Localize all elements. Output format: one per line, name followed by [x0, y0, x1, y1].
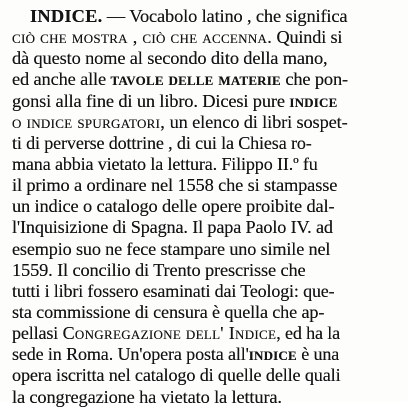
entry-text: un elenco di libri sospet-	[165, 111, 348, 132]
entry-line-5	[12, 91, 398, 112]
entry-smallcaps-text: ciò che mostra , ciò che accenna.	[12, 27, 273, 48]
entry-text: Quindi si	[272, 27, 343, 48]
entry-text: è una	[296, 344, 340, 365]
entry-text: sta commissione di censura è quella che ap-	[12, 301, 325, 322]
entry-line-6	[12, 112, 398, 133]
entry-line-9	[12, 175, 398, 196]
entry-text: un indice o catalogo delle opere proibite dal-	[12, 196, 335, 217]
entry-line-11	[12, 217, 398, 238]
entry-text: ti di perverse dottrine , di cui la Chiesa ro-	[12, 132, 312, 153]
entry-line-15	[12, 302, 398, 323]
entry-line-14	[12, 281, 398, 302]
entry-line-17	[12, 344, 398, 365]
entry-headword: INDICE.	[30, 6, 103, 26]
entry-text: esempio suo ne fece stampare uno simile nel	[12, 238, 331, 259]
entry-smallcaps-text: indice	[289, 90, 338, 111]
entry-text: opera iscritta nel catalogo di quelle delle quali	[12, 365, 341, 386]
entry-smallcaps-text: Congregazione dell' Indice	[62, 323, 277, 344]
entry-text: che pon-	[280, 69, 348, 90]
entry-line-10	[12, 196, 398, 217]
entry-text: l'Inquisizione di Spagna. Il papa Paolo IV. ad	[12, 217, 333, 238]
dictionary-entry-indice	[12, 6, 398, 408]
entry-line-8	[12, 154, 398, 175]
entry-line-2	[12, 27, 398, 48]
entry-line-12	[12, 239, 398, 260]
entry-text: dà questo nome al secondo dito della mano,	[12, 48, 328, 69]
entry-line-13	[12, 260, 398, 281]
entry-line-16	[12, 323, 398, 344]
entry-line-1	[12, 6, 398, 27]
entry-text: — Vocabolo latino , che significa	[102, 6, 348, 26]
entry-line-18	[12, 365, 398, 386]
entry-line-4	[12, 69, 398, 90]
entry-text: ed anche alle	[12, 69, 111, 90]
entry-line-7	[12, 133, 398, 154]
entry-text: , ed ha la	[276, 323, 341, 344]
entry-smallcaps-text: o indice spurgatori,	[12, 111, 166, 132]
entry-text: tutti i libri fossero esaminati dai Teologi: que-	[12, 280, 335, 301]
entry-text: gonsi alla fine di un libro. Dicesi pure	[12, 90, 290, 111]
entry-text: mana abbia vietato la lettura. Filippo II.º fu	[12, 153, 318, 174]
entry-smallcaps-text: tavole delle materie	[110, 69, 281, 90]
entry-smallcaps-text: indice	[248, 344, 297, 365]
entry-text: il primo a ordinare nel 1558 che si stampasse	[12, 175, 338, 196]
entry-text: la congregazione ha vietato la lettura.	[12, 386, 282, 407]
entry-text: sede in Roma. Un'opera posta all'	[12, 344, 249, 365]
entry-text: 1559. Il concilio di Trento prescrisse che	[12, 259, 306, 280]
entry-line-19	[12, 387, 398, 408]
entry-text: pellasi	[12, 323, 63, 344]
entry-line-3	[12, 48, 398, 69]
